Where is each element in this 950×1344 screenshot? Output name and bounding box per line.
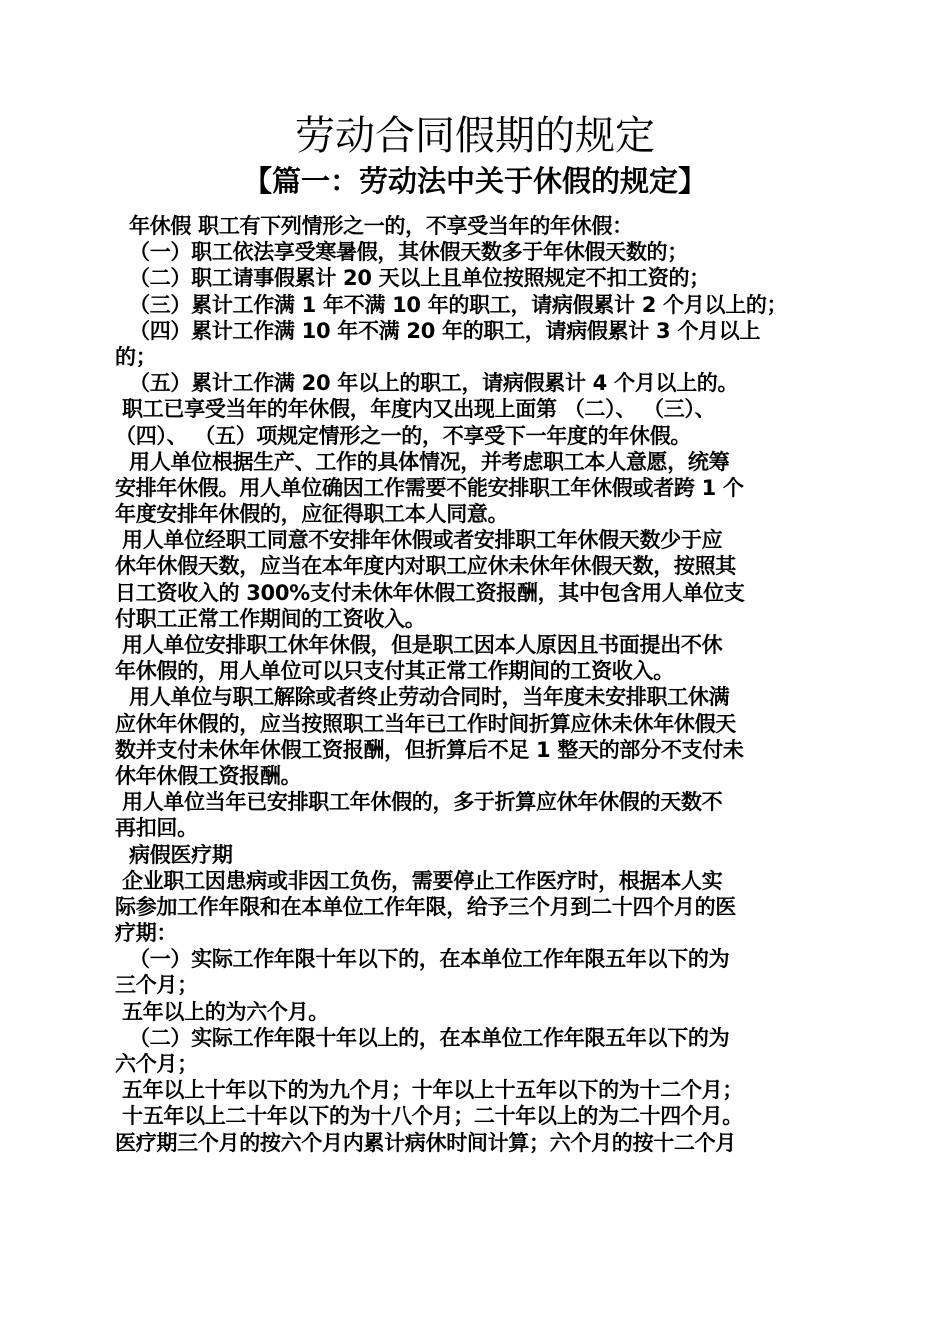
- body-text-line: 再扣回。: [115, 816, 198, 841]
- body-text-line: （四）累计工作满 10 年不满 20 年的职工，请病假累计 3 个月以上: [115, 318, 761, 343]
- body-text-line: 用人单位根据生产、工作的具体情况，并考虑职工本人意愿，统筹: [115, 449, 730, 474]
- body-text-line: 疗期：: [115, 921, 178, 946]
- body-text-line: （一）职工依法享受寒暑假，其休假天数多于年休假天数的；: [115, 240, 688, 265]
- body-text-line: 休年休假天数，应当在本年度内对职工应休未休年休假天数，按照其: [115, 554, 736, 579]
- body-text-line: 三个月；: [115, 973, 198, 998]
- document-body: [115, 213, 840, 1156]
- body-text-line: 用人单位经职工同意不安排年休假或者安排职工年休假天数少于应: [115, 528, 723, 553]
- body-text-line: 休年休假工资报酬。: [115, 763, 302, 788]
- body-text-line: （四）、 （五）项规定情形之一的，不享受下一年度的年休假。: [115, 423, 692, 448]
- body-text-line: 年休假 职工有下列情形之一的，不享受当年的年休假：: [115, 214, 633, 238]
- body-text-line: 年休假的，用人单位可以只支付其正常工作期间的工资收入。: [115, 659, 674, 684]
- body-text-line: 五年以上的为六个月。: [115, 999, 330, 1024]
- body-text-line: 病假医疗期: [115, 842, 233, 867]
- body-text-line: 职工已享受当年的年休假，年度内又出现上面第 （二）、 （三）、: [115, 397, 716, 422]
- body-text-line: （一）实际工作年限十年以下的，在本单位工作年限五年以下的为: [115, 947, 730, 972]
- body-text-line: 六个月；: [115, 1052, 198, 1076]
- body-text-line: 用人单位安排职工休年休假，但是职工因本人原因且书面提出不休: [115, 633, 723, 657]
- body-text-line: （五）累计工作满 20 年以上的职工，请病假累计 4 个月以上的。: [115, 371, 739, 396]
- body-text-line: （二）实际工作年限十年以上的，在本单位工作年限五年以下的为: [115, 1025, 730, 1050]
- body-text-line: 用人单位当年已安排职工年休假的，多于折算应休年休假的天数不: [115, 790, 723, 815]
- body-text-line: （二）职工请事假累计 20 天以上且单位按照规定不扣工资的；: [115, 266, 710, 291]
- body-text-line: 付职工正常工作期间的工资收入。: [115, 606, 426, 631]
- body-text-line: 应休年休假的，应当按照职工当年已工作时间折算应休未休年休假天: [115, 711, 736, 736]
- body-text-line: 数并支付未休年休假工资报酬，但折算后不足 1 整天的部分不支付未: [115, 737, 744, 762]
- body-text-line: 年度安排年休假的，应征得职工本人同意。: [115, 502, 509, 527]
- body-text-line: 的；: [115, 344, 157, 369]
- section-heading: 【篇一：劳动法中关于休假的规定】: [242, 164, 707, 198]
- document-title: 劳动合同假期的规定: [295, 113, 655, 159]
- body-text-line: 安排年休假。用人单位确因工作需要不能安排职工年休假或者跨 1 个: [115, 475, 744, 500]
- body-text-line: 医疗期三个月的按六个月内累计病休时间计算；六个月的按十二个月: [115, 1130, 736, 1155]
- body-text-line: 用人单位与职工解除或者终止劳动合同时，当年度未安排职工休满: [115, 685, 730, 710]
- body-text-line: 企业职工因患病或非因工负伤，需要停止工作医疗时，根据本人实: [115, 868, 723, 893]
- body-text-line: 十五年以上二十年以下的为十八个月；二十年以上的为二十四个月。: [115, 1104, 744, 1129]
- body-text-line: 五年以上十年以下的为九个月；十年以上十五年以下的为十二个月；: [115, 1078, 744, 1103]
- body-text-line: 际参加工作年限和在本单位工作年限，给予三个月到二十四个月的医: [115, 894, 736, 919]
- body-text-line: 日工资收入的 300%支付未休年休假工资报酬，其中包含用人单位支: [115, 580, 745, 605]
- body-text-line: （三）累计工作满 1 年不满 10 年的职工，请病假累计 2 个月以上的；: [115, 292, 788, 317]
